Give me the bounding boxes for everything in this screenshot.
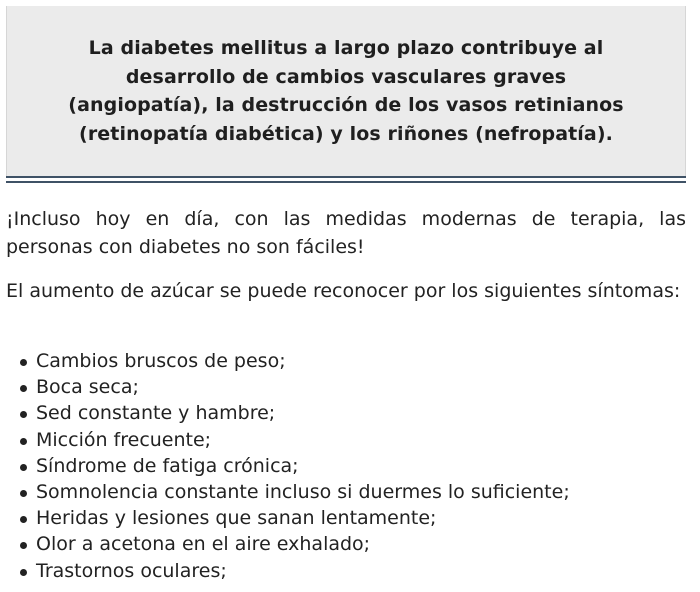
- list-item: [6, 479, 686, 505]
- bullet-icon: [20, 411, 27, 418]
- symptoms-intro-paragraph: El aumento de azúcar se puede reconocer por los siguientes síntomas:: [6, 280, 681, 302]
- list-item-text: Boca seca;: [36, 376, 139, 399]
- list-item: [6, 400, 686, 426]
- bullet-icon: [20, 569, 27, 576]
- callout-text: La diabetes mellitus a largo plazo contribuye al desarrollo de cambios vasculares graves (angiopatía), la destrucción de los vasos retinianos (retinopatía diabética) y los riñones (nefropatía).: [68, 37, 624, 145]
- symptom-list: [6, 348, 686, 584]
- bullet-icon: [20, 385, 27, 392]
- list-item-text: Cambios bruscos de peso;: [36, 350, 286, 372]
- list-item-text: Síndrome de fatiga crónica;: [36, 454, 299, 477]
- highlight-callout: [6, 6, 686, 176]
- list-item-text: Sed constante y hambre;: [36, 402, 276, 425]
- bullet-icon: [20, 464, 27, 471]
- bullet-icon: [20, 490, 27, 497]
- list-item: [6, 348, 686, 374]
- bullet-icon: [20, 542, 27, 549]
- list-item: [6, 427, 686, 453]
- list-item: [6, 558, 686, 584]
- callout-divider-bottom: [6, 181, 686, 183]
- list-item-text: Olor a acetona en el aire exhalado;: [36, 533, 371, 556]
- list-item-text: Trastornos oculares;: [36, 559, 227, 582]
- list-item: [6, 531, 686, 557]
- list-item-text: Heridas y lesiones que sanan lentamente;: [36, 507, 437, 530]
- list-item: [6, 374, 686, 400]
- list-item: [6, 453, 686, 479]
- callout-divider-top: [6, 176, 686, 178]
- bullet-icon: [20, 359, 27, 366]
- list-item-text: Somnolencia constante incluso si duermes lo suficiente;: [36, 481, 570, 504]
- intro-paragraph: ¡Incluso hoy en día, con las medidas modernas de terapia, las personas con diabetes no son fáciles!: [6, 208, 686, 258]
- bullet-icon: [20, 516, 27, 523]
- list-item-text: Micción frecuente;: [36, 428, 212, 451]
- bullet-icon: [20, 438, 27, 445]
- list-item: [6, 505, 686, 531]
